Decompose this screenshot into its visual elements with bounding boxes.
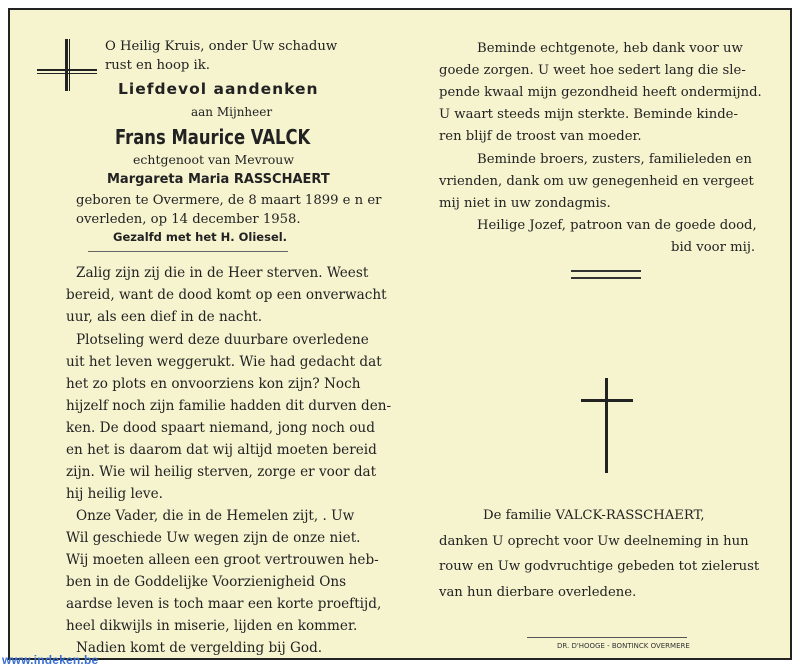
birth-line: geboren te Overmere, de 8 maart 1899 e n er bbox=[76, 193, 382, 208]
body-line: Zalig zijn zij die in de Heer sterven. Weest bbox=[76, 265, 369, 281]
printer-rule bbox=[527, 637, 687, 638]
text-line: Beminde broers, zusters, familieleden en bbox=[477, 152, 752, 167]
left-panel bbox=[10, 10, 435, 658]
text-line: Beminde echtgenote, heb dank voor uw bbox=[477, 41, 743, 56]
aan-mijnheer: aan Mijnheer bbox=[191, 105, 273, 119]
text-line: ren blijf de troost van moeder. bbox=[439, 129, 642, 144]
death-line: overleden, op 14 december 1958. bbox=[76, 212, 301, 227]
body-line: zijn. Wie wil heilig sterven, zorge er voor dat bbox=[66, 464, 377, 480]
text-line: U waart steeds mijn sterkte. Beminde kinde- bbox=[439, 107, 738, 122]
heading: Liefdevol aandenken bbox=[118, 80, 319, 98]
prayer-line-2: rust en hoop ik. bbox=[105, 58, 210, 73]
watermark: www.indeken.be bbox=[2, 653, 99, 667]
text-line: mij niet in uw zondagmis. bbox=[439, 196, 611, 211]
body-line: hij heilig leve. bbox=[66, 486, 163, 502]
memorial-card bbox=[8, 8, 792, 660]
body-line: Wil geschiede Uw wegen zijn de onze niet. bbox=[66, 530, 361, 546]
body-line: uur, als een dief in de nacht. bbox=[66, 309, 263, 325]
body-line: ken. De dood spaart niemand, jong noch oud bbox=[66, 420, 375, 436]
right-panel bbox=[435, 10, 790, 658]
body-line: aardse leven is toch maar een korte proeftijd, bbox=[66, 596, 382, 612]
body-line: ben in de Goddelijke Voorzienigheid Ons bbox=[66, 574, 347, 590]
spouse-name: Margareta Maria RASSCHAERT bbox=[107, 172, 330, 187]
body-line: heel dikwijls in miserie, lijden en kommer. bbox=[66, 618, 358, 634]
body-line: Plotseling werd deze duurbare overledene bbox=[76, 332, 369, 348]
text-line: Heilige Jozef, patroon van de goede dood, bbox=[477, 218, 757, 233]
printer-credit: DR. D'HOOGE - BONTINCK OVERMERE bbox=[557, 642, 690, 650]
body-line: Onze Vader, die in de Hemelen zijt, . Uw bbox=[76, 508, 355, 524]
text-line: pende kwaal mijn gezondheid heeft ondermijnd. bbox=[439, 85, 762, 100]
body-line: hijzelf noch zijn familie hadden dit durven den- bbox=[66, 398, 392, 414]
divider bbox=[88, 251, 288, 252]
body-line: bereid, want de dood komt op een onverwacht bbox=[66, 287, 387, 303]
text-line: goede zorgen. U weet hoe sedert lang die sle- bbox=[439, 63, 746, 78]
body-line: Wij moeten alleen een groot vertrouwen heb- bbox=[66, 552, 379, 568]
body-line: uit het leven weggerukt. Wie had gedacht dat bbox=[66, 354, 382, 370]
text-line: vrienden, dank om uw genegenheid en vergeet bbox=[439, 174, 754, 189]
anointed-line: Gezalfd met het H. Oliesel. bbox=[113, 230, 288, 244]
prayer-line-1: O Heilig Kruis, onder Uw schaduw bbox=[105, 39, 338, 54]
spouse-intro: echtgenoot van Mevrouw bbox=[133, 152, 295, 167]
text-line: bid voor mij. bbox=[671, 240, 756, 255]
body-line: Nadien komt de vergelding bij God. bbox=[76, 640, 323, 656]
body-line: en het is daarom dat wij altijd moeten bereid bbox=[66, 442, 377, 458]
thanks-line: van hun dierbare overledene. bbox=[439, 585, 637, 600]
body-line: het zo plots en onvoorziens kon zijn? Noch bbox=[66, 376, 361, 392]
thanks-line: rouw en Uw godvruchtige gebeden tot zielerust bbox=[439, 559, 760, 574]
thanks-line: danken U oprecht voor Uw deelneming in hun bbox=[439, 534, 749, 549]
deceased-name: Frans Maurice VALCK bbox=[115, 125, 311, 149]
family-line: De familie VALCK-RASSCHAERT, bbox=[483, 508, 705, 523]
